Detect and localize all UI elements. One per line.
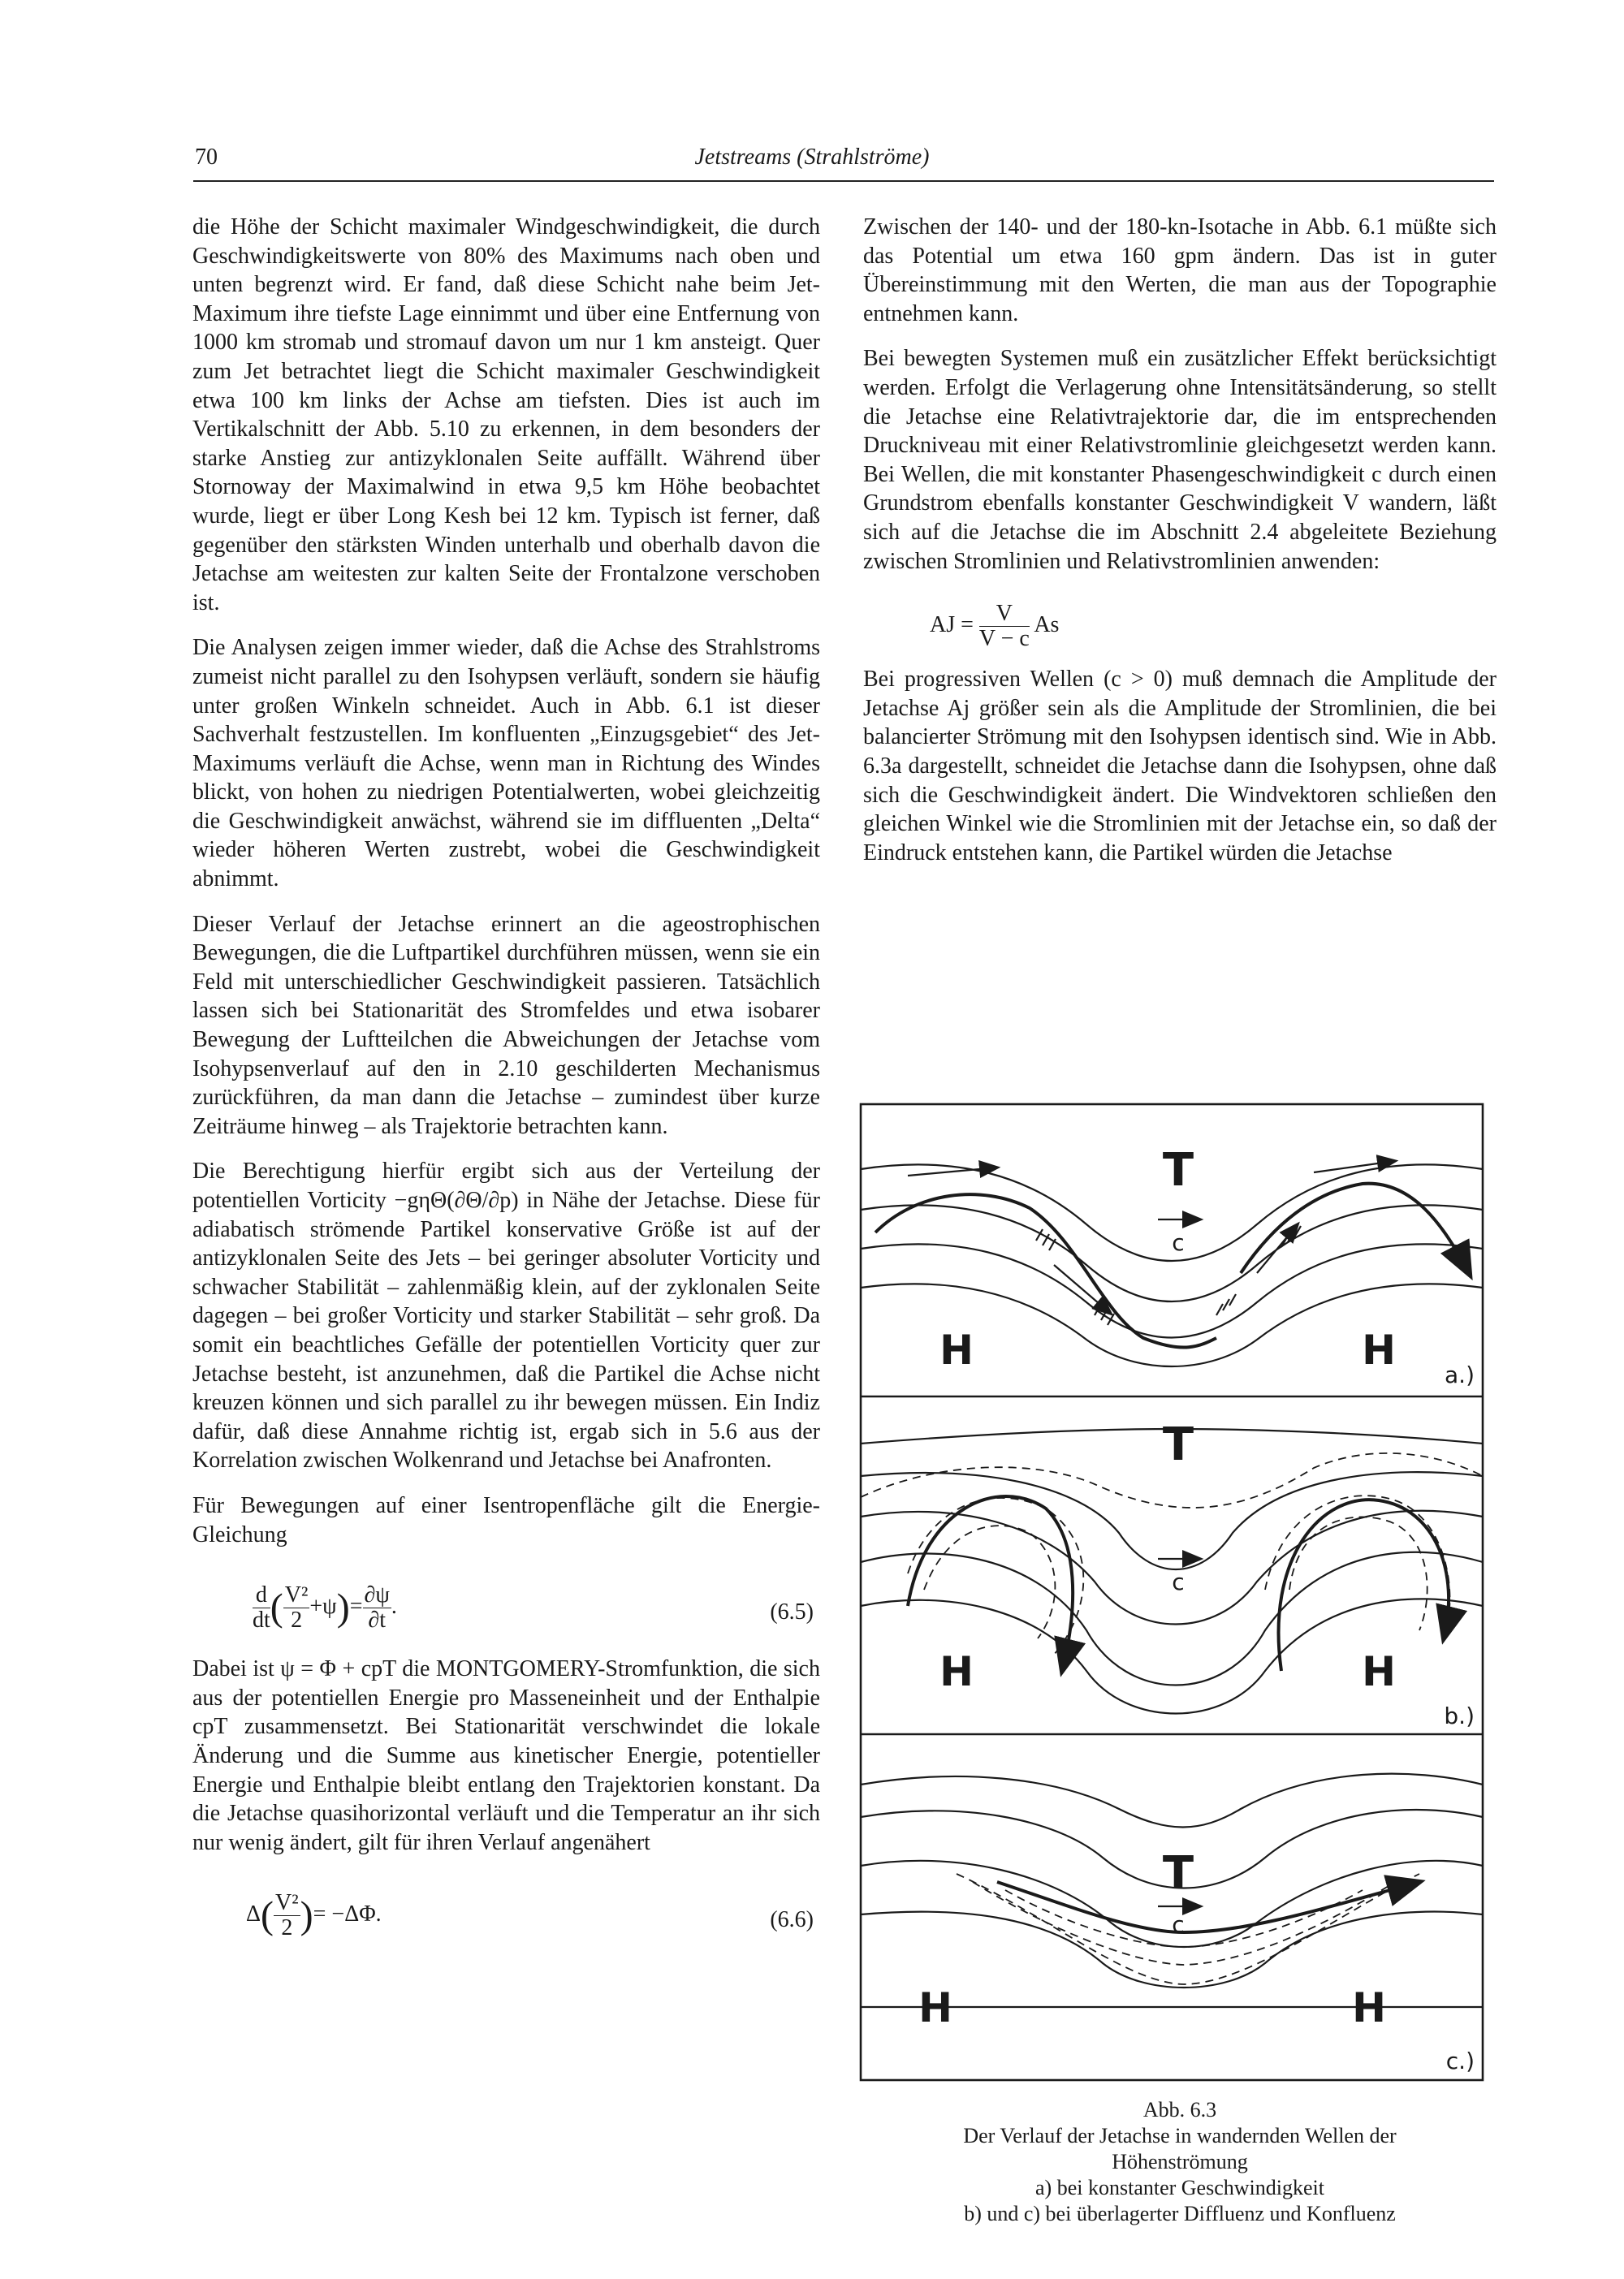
figure-6-3 [859, 1103, 1484, 2082]
eq-dpsi: ∂ψ [364, 1582, 390, 1608]
page-number: 70 [195, 145, 218, 170]
panel-tag: a.) [1445, 1362, 1475, 1388]
high-label: H [1362, 1327, 1396, 1374]
caption-line: Höhenströmung [1112, 2150, 1248, 2173]
panel-tag: b.) [1444, 1703, 1475, 1729]
jet-axis-arrow [1279, 1500, 1449, 1671]
eq-delta: Δ [246, 1901, 261, 1927]
eq-two: 2 [281, 1915, 293, 1941]
paragraph: Zwischen der 140- und der 180-kn-Isotache in Abb. 6.1 müßte sich das Potential um etwa 160 gpm ändern. Das ist in guter Übereinstimmung mit den Werten, die man aus der Topographie entnehmen kann. [863, 214, 1497, 326]
wind-arrow [1257, 1224, 1298, 1273]
high-label: H [1352, 1984, 1386, 2031]
jet-axis-arrow [908, 1496, 1073, 1671]
right-column [863, 213, 1497, 883]
eq-partial-t: ∂t [368, 1608, 386, 1634]
isohypse [861, 1774, 1483, 1828]
equation-amplitude [863, 592, 1497, 665]
equation-number: (6.6) [770, 1907, 814, 1933]
wind-arrow [1054, 1265, 1111, 1314]
trough-label: T [1162, 1144, 1194, 1197]
trough-label: T [1162, 1847, 1194, 1900]
wind-barb [1216, 1294, 1236, 1315]
figure-svg [859, 1103, 1484, 2082]
caption-line: a) bei konstanter Geschwindigkeit [1035, 2176, 1324, 2199]
dashed-isotach [1265, 1496, 1450, 1638]
equation-number: (6.5) [770, 1599, 814, 1625]
isohypse [861, 1511, 1483, 1625]
high-label: H [918, 1984, 952, 2031]
paragraph: Dabei ist ψ = Φ + cpT die MONTGOMERY-Stromfunktion, die sich aus der potentiellen Energie pro Masseneinheit und der Enthalpie cpT zusammensetzt. Bei Stationarität verschwindet die lokale Änderung und die Summe aus kinetischer Energie, potentieller Energie und Enthalpie bleibt entlang den Trajektorien konstant. Da die Jetachse quasihorizontal verläuft und die Temperatur an ihr sich nur wenig ändert, gilt für ihren Verlauf angenähert [192, 1656, 820, 1855]
eq-dot: . [391, 1594, 397, 1620]
left-column [192, 213, 820, 1962]
eq-equals: = [349, 1594, 363, 1620]
eq-den: V − c [978, 626, 1030, 652]
eq-plus-psi: +ψ [309, 1594, 337, 1620]
running-title: Jetstreams (Strahlströme) [694, 145, 930, 170]
eq-rhs: = −ΔΦ. [313, 1901, 382, 1927]
caption-label: Abb. 6.3 [1142, 2098, 1217, 2121]
figure-caption [859, 2097, 1501, 2227]
eq-lhs: AJ = [930, 612, 974, 638]
header-rule [193, 180, 1494, 182]
panel-tag: c.) [1445, 2048, 1475, 2074]
paragraph: Die Analysen zeigen immer wieder, daß die Achse des Strahlstroms zumeist nicht parallel zu den Isohypsen verläuft, sondern sie häufig unter großen Winkeln schneidet. Auch in Abb. 6.1 ist dieser Sachverhalt festzustellen. Im konfluenten „Einzugsgebiet“ des Jet-Maximums verläuft die Achse, wenn man in Richtung des Windes blickt, von hohen zu niedrigen Potentialwerten, wobei gleichzeitig die Geschwindigkeit anwächst, während sie im diffluenten „Delta“ wieder höheren Werten zustrebt, wobei die Geschwindigkeit abnimmt. [192, 635, 820, 892]
speed-label: c [1172, 1569, 1185, 1595]
equation-6-5: $\frac{d}{dt}$ ( $\frac{\text{V²}}{2}$ +ψ)= $\frac{\partial\psi}{\partial t}$ . (6.5) [253, 1582, 814, 1634]
eq-dt: dt [253, 1608, 270, 1634]
eq-d: d [253, 1583, 270, 1608]
high-label: H [939, 1648, 974, 1695]
eq-v2: V² [284, 1582, 309, 1608]
equation-6-6: Δ( $\frac{\text{V²}}{2}$ )= −ΔΦ. (6.6) [246, 1890, 814, 1941]
paragraph: Die Berechtigung hierfür ergibt sich aus der Verteilung der potentiellen Vorticity −gηΘ(∂Θ/∂p) in Nähe der Jetachse. Diese für adiabatisch strömende Partikel konservative Größe ist auf der antizyklonalen Seite des Jets – bei geringer absoluter Vorticity und schwacher Stabilität – zahlenmäßig klein, auf der zyklonalen Seite dagegen – bei großer Vorticity und starker Stabilität – sehr groß. Da somit ein beachtliches Gefälle der potentiellen Vorticity quer zur Jetachse besteht, ist anzunehmen, daß die Partikel die Achse nicht kreuzen können und sich parallel zu ihr bewegen müssen. Ein Indiz dafür, daß diese Annahme richtig ist, ergab sich in 5.6 aus der Korrelation zwischen Wolkenrand und Jetachse bei Anafronten. [192, 1159, 820, 1474]
dashed-isotach [1289, 1517, 1427, 1630]
paragraph: die Höhe der Schicht maximaler Windgeschwindigkeit, die durch Geschwindigkeitswerte von 80% des Maximums nach oben und unten begrenzt wird. Er fand, daß diese Schicht nahe beim Jet-Maximum ihre tiefste Lage einnimmt und über eine Entfernung von 1000 km stromab und stromauf davon um nur 1 km ansteigt. Quer zum Jet betrachtet liegt die Schicht maximaler Geschwindigkeit etwa 100 km links der Achse am tiefsten. Dies ist auch im Vertikalschnitt der Abb. 5.10 zu erkennen, in dem besonders der starke Anstieg zur antizyklonalen Seite auffällt. Während über Stornoway der Maximalwind in etwa 9,5 km Höhe beobachtet wurde, liegt er über Long Kesh bei 12 km. Typisch ist ferner, daß gegenüber den stärksten Winden unterhalb und oberhalb davon die Jetachse am weitesten zur kalten Seite der Frontalzone verschoben ist. [192, 214, 820, 615]
wind-arrow [1314, 1161, 1395, 1172]
eq-v2: V² [275, 1890, 299, 1916]
eq-rhs: As [1034, 612, 1060, 638]
speed-label: c [1172, 1911, 1185, 1938]
isohypse [861, 1244, 1483, 1337]
jet-axis-arrow [1241, 1184, 1470, 1275]
paragraph: Bei progressiven Wellen (c > 0) muß demnach die Amplitude der Jetachse Aj größer sein als die Amplitude der Stromlinien, die bei balancierter Strömung mit den Isohypsen identisch sind. Wie in Abb. 6.3a dargestellt, schneidet die Jetachse dann die Isohypsen, ohne daß sich die Geschwindigkeit ändert. Die Windvektoren schließen den gleichen Winkel wie die Stromlinien mit der Jetachse ein, so daß der Eindruck entstehen kann, die Partikel würden die Jetachse [863, 667, 1497, 865]
jet-axis [875, 1194, 1216, 1347]
paragraph: Dieser Verlauf der Jetachse erinnert an die ageostrophischen Bewegungen, die die Luftpartikel durchführen müssen, wenn sie ein Feld mit unterschiedlicher Geschwindigkeit passieren. Tatsächlich lassen sich bei Stationarität des Stromfeldes und etwa isobarer Bewegung der Luftteilchen die Abweichungen der Jetachse vom Isohypsenverlauf auf den in 2.10 geschilderten Mechanismus zurückführen, da man dann die Jetachse – zumindest über kurze Zeiträume hinweg – als Trajektorie betrachten kann. [192, 911, 820, 1139]
eq-two: 2 [291, 1608, 303, 1634]
trough-label: T [1162, 1418, 1194, 1471]
speed-label: c [1172, 1229, 1185, 1256]
high-label: H [939, 1327, 974, 1374]
paragraph: Für Bewegungen auf einer Isentropenfläche gilt die Energie-Gleichung [192, 1492, 820, 1547]
high-label: H [1362, 1648, 1396, 1695]
caption-line: b) und c) bei überlagerter Diffluenz und Konfluenz [964, 2202, 1396, 2225]
caption-line: Der Verlauf der Jetachse in wandernden Wellen der [963, 2124, 1397, 2147]
paragraph: Bei bewegten Systemen muß ein zusätzlicher Effekt berücksichtigt werden. Erfolgt die Verlagerung ohne Intensitätsänderung, so stellt die Jetachse eine Relativtrajektorie dar, die im entsprechenden Druckniveau mit einer Relativstromlinie gleichgesetzt werden kann. Bei Wellen, die mit konstanter Phasengeschwindigkeit c durch einen Grundstrom ebenfalls konstanter Geschwindigkeit V wandern, läßt sich auf die Jetachse die im Abschnitt 2.4 abgeleitete Beziehung zwischen Stromlinien und Relativstromlinien anwenden: [863, 346, 1497, 574]
eq-num: V [979, 602, 1030, 627]
